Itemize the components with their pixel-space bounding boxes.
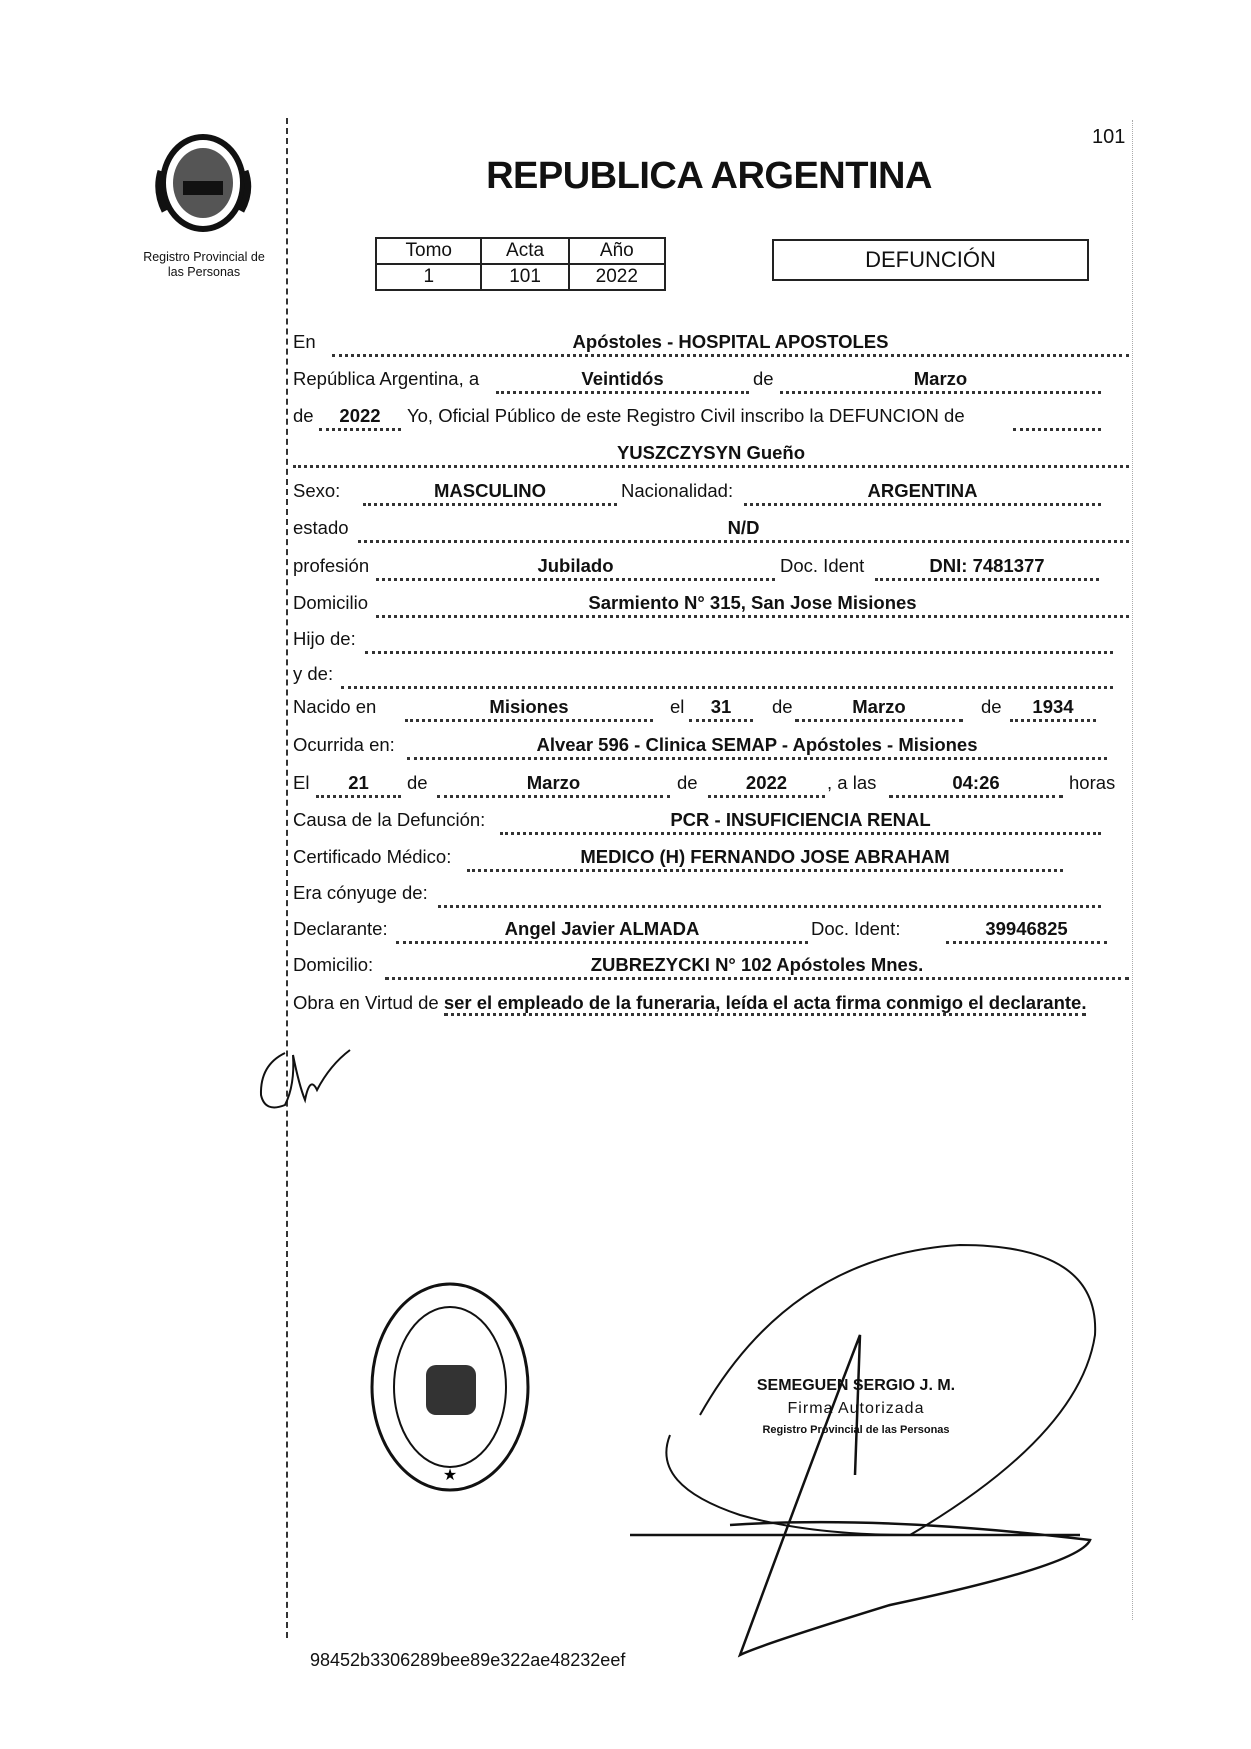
label-conyuge: Era cónyuge de: <box>293 882 428 903</box>
label-sexo: Sexo: <box>293 480 341 501</box>
label-de: de <box>407 772 428 793</box>
row-estado <box>0 516 1251 542</box>
row-causa <box>0 808 1251 834</box>
field-obra: ser el empleado de la funeraria, leída el acta firma conmigo el declarante. <box>444 992 1087 1016</box>
label-el: El <box>293 772 310 793</box>
document-hash: 98452b3306289bee89e322ae48232eef <box>310 1650 626 1670</box>
row-fecha-defuncion <box>0 771 1251 797</box>
row-hijo <box>0 627 1251 653</box>
stamp-star: ★ <box>442 1467 458 1484</box>
field-inscribo-extra <box>1013 404 1101 431</box>
label-causa: Causa de la Defunción: <box>293 809 486 830</box>
label-de: de <box>293 405 314 426</box>
inscribo-text: Yo, Oficial Público de este Registro Civil inscribo la DEFUNCION de <box>407 405 965 426</box>
row-certificado <box>0 845 1251 871</box>
header-acta: Acta <box>481 238 568 264</box>
signer-org: Registro Provincial de las Personas <box>762 1424 950 1436</box>
field-causa: PCR - INSUFICIENCIA RENAL <box>500 808 1101 835</box>
label-domicilio: Domicilio <box>293 592 369 613</box>
field-nacido-dia: 31 <box>689 695 753 722</box>
label-profesion: profesión <box>293 555 370 576</box>
field-sexo: MASCULINO <box>363 479 617 506</box>
field-declarante-doc: 39946825 <box>946 917 1107 944</box>
row-declarante-domicilio <box>0 953 1251 979</box>
row-ocurrida <box>0 733 1251 759</box>
header-anio: Año <box>569 238 665 264</box>
official-stamp <box>368 1280 533 1495</box>
row-sexo <box>0 479 1251 505</box>
label-declarante: Declarante: <box>293 918 388 939</box>
label-nacido: Nacido en <box>293 696 377 717</box>
label-en: En <box>293 331 316 352</box>
label-doc: Doc. Ident: <box>811 918 901 939</box>
field-ocurrida: Alvear 596 - Clinica SEMAP - Apóstoles - Misiones <box>407 733 1107 760</box>
field-certificado: MEDICO (H) FERNANDO JOSE ABRAHAM <box>467 845 1063 872</box>
row-nombre <box>0 441 1251 467</box>
registry-table <box>375 237 666 291</box>
row-fecha <box>0 367 1251 393</box>
label-de: de <box>753 368 774 389</box>
field-def-anio: 2022 <box>708 771 825 798</box>
label-de: de <box>677 772 698 793</box>
row-profesion <box>0 554 1251 580</box>
label-horas: horas <box>1069 772 1116 793</box>
document-title: REPUBLICA ARGENTINA <box>486 155 932 197</box>
page-number: 101 <box>1092 126 1126 148</box>
logo-caption-line1: Registro Provincial de <box>143 250 265 264</box>
label-doc: Doc. Ident <box>780 555 865 576</box>
row-yde <box>0 662 1251 688</box>
label-a-las: , a las <box>827 772 877 793</box>
label-domicilio: Domicilio: <box>293 954 374 975</box>
row-domicilio <box>0 591 1251 617</box>
field-nombre: YUSZCZYSYN Gueño <box>293 441 1129 468</box>
signer-role: Firma Autorizada <box>787 1400 925 1417</box>
field-declarante-domicilio: ZUBREZYCKI N° 102 Apóstoles Mnes. <box>385 953 1129 980</box>
field-conyuge <box>438 881 1101 908</box>
act-type-box: DEFUNCIÓN <box>772 239 1089 281</box>
field-profesion: Jubilado <box>376 554 775 581</box>
logo-caption <box>124 250 284 280</box>
row-anio <box>0 404 1251 430</box>
field-hijo <box>365 627 1113 654</box>
field-nacido-lugar: Misiones <box>405 695 653 722</box>
field-yde <box>341 662 1113 689</box>
declarant-signature <box>255 1045 365 1115</box>
label-de: de <box>981 696 1002 717</box>
field-nacido-anio: 1934 <box>1010 695 1096 722</box>
authorized-signature <box>630 1215 1130 1675</box>
field-dia: Veintidós <box>496 367 749 394</box>
label-hijo: Hijo de: <box>293 628 356 649</box>
field-nacido-mes: Marzo <box>795 695 963 722</box>
logo-caption-line2: las Personas <box>167 265 241 279</box>
header-tomo: Tomo <box>376 238 481 264</box>
field-lugar: Apóstoles - HOSPITAL APOSTOLES <box>332 330 1129 357</box>
label-yde: y de: <box>293 663 334 684</box>
label-nacionalidad: Nacionalidad: <box>621 480 734 501</box>
value-tomo: 1 <box>376 264 481 290</box>
value-anio: 2022 <box>569 264 665 290</box>
label-el: el <box>670 696 685 717</box>
label-certificado: Certificado Médico: <box>293 846 452 867</box>
obra-paragraph <box>293 990 1129 1016</box>
field-def-dia: 21 <box>316 771 401 798</box>
field-nacionalidad: ARGENTINA <box>744 479 1101 506</box>
province-coat-of-arms-logo <box>155 131 252 235</box>
value-acta: 101 <box>481 264 568 290</box>
row-nacido <box>0 695 1251 721</box>
field-mes: Marzo <box>780 367 1101 394</box>
label-de: de <box>772 696 793 717</box>
signer-name: SEMEGUEN SERGIO J. M. <box>756 1377 956 1394</box>
label-republica: República Argentina, a <box>293 368 480 389</box>
label-ocurrida: Ocurrida en: <box>293 734 395 755</box>
field-doc: DNI: 7481377 <box>875 554 1099 581</box>
field-def-hora: 04:26 <box>889 771 1063 798</box>
field-domicilio: Sarmiento N° 315, San Jose Misiones <box>376 591 1129 618</box>
row-conyuge <box>0 881 1251 907</box>
row-declarante <box>0 917 1251 943</box>
field-estado: N/D <box>358 516 1129 543</box>
field-def-mes: Marzo <box>437 771 670 798</box>
label-estado: estado <box>293 517 349 538</box>
label-obra: Obra en Virtud de <box>293 992 439 1013</box>
field-declarante: Angel Javier ALMADA <box>396 917 808 944</box>
field-anio: 2022 <box>319 404 401 431</box>
row-lugar <box>0 330 1251 356</box>
